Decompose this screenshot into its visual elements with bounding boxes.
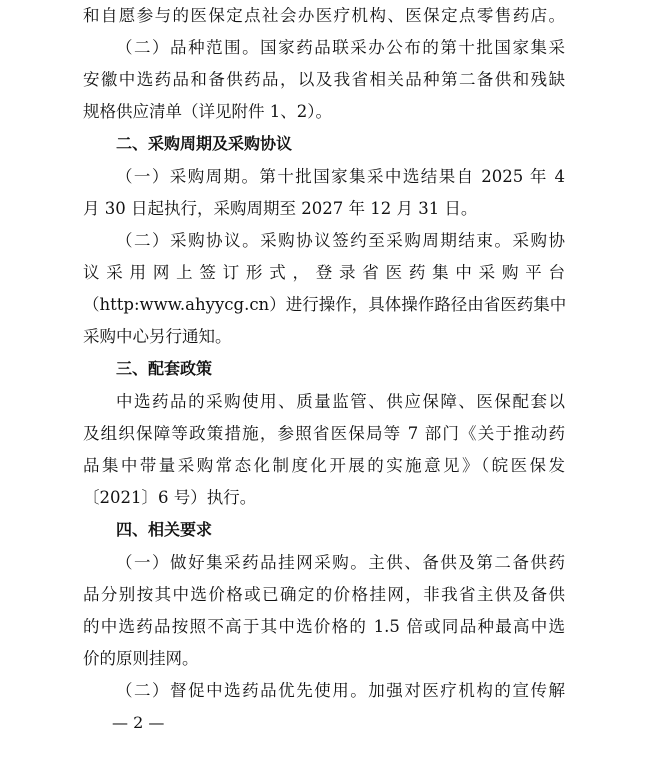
paragraph-line: 〔2021〕6 号）执行。 [83, 488, 257, 507]
page-number: — 2 — [112, 713, 165, 732]
paragraph-line: 安徽中选药品和备供药品，以及我省相关品种第二备供和残缺 [83, 70, 565, 89]
paragraph-line: （二）督促中选药品优先使用。加强对医疗机构的宣传解 [116, 681, 565, 700]
section-heading: 二、采购周期及采购协议 [116, 134, 293, 153]
paragraph-line: 及组织保障等政策措施，参照省医保局等 7 部门《关于推动药 [83, 424, 565, 443]
paragraph-line: 月 30 日起执行，采购周期至 2027 年 12 月 31 日。 [83, 199, 478, 218]
paragraph-line: 规格供应清单（详见附件 1、2）。 [83, 102, 332, 121]
paragraph-line: 的中选药品按照不高于其中选价格的 1.5 倍或同品种最高中选 [83, 617, 565, 636]
paragraph-line: 和自愿参与的医保定点社会办医疗机构、医保定点零售药店。 [83, 6, 565, 25]
paragraph-line: 中选药品的采购使用、质量监管、供应保障、医保配套以 [116, 392, 565, 411]
paragraph-line: （二）采购协议。采购协议签约至采购周期结束。采购协 [116, 231, 565, 250]
paragraph-line: 品集中带量采购常态化制度化开展的实施意见》（皖医保发 [83, 456, 565, 475]
paragraph-line: 价的原则挂网。 [83, 649, 199, 668]
paragraph-line: （一）采购周期。第十批国家集采中选结果自 2025 年 4 [116, 167, 565, 186]
paragraph-line: （二）品种范围。国家药品联采办公布的第十批国家集采 [116, 38, 565, 57]
section-heading: 三、配套政策 [116, 359, 213, 378]
paragraph-line: 品分别按其中选价格或已确定的价格挂网，非我省主供及备供 [83, 585, 565, 604]
paragraph-line: 议采用网上签订形式，登录省医药集中采购平台 [83, 263, 565, 282]
section-heading: 四、相关要求 [116, 520, 213, 539]
paragraph-line: 采购中心另行通知。 [83, 327, 232, 346]
paragraph-line: （http:www.ahyycg.cn）进行操作，具体操作路径由省医药集中 [83, 295, 567, 314]
paragraph-line: （一）做好集采药品挂网采购。主供、备供及第二备供药 [116, 553, 565, 572]
